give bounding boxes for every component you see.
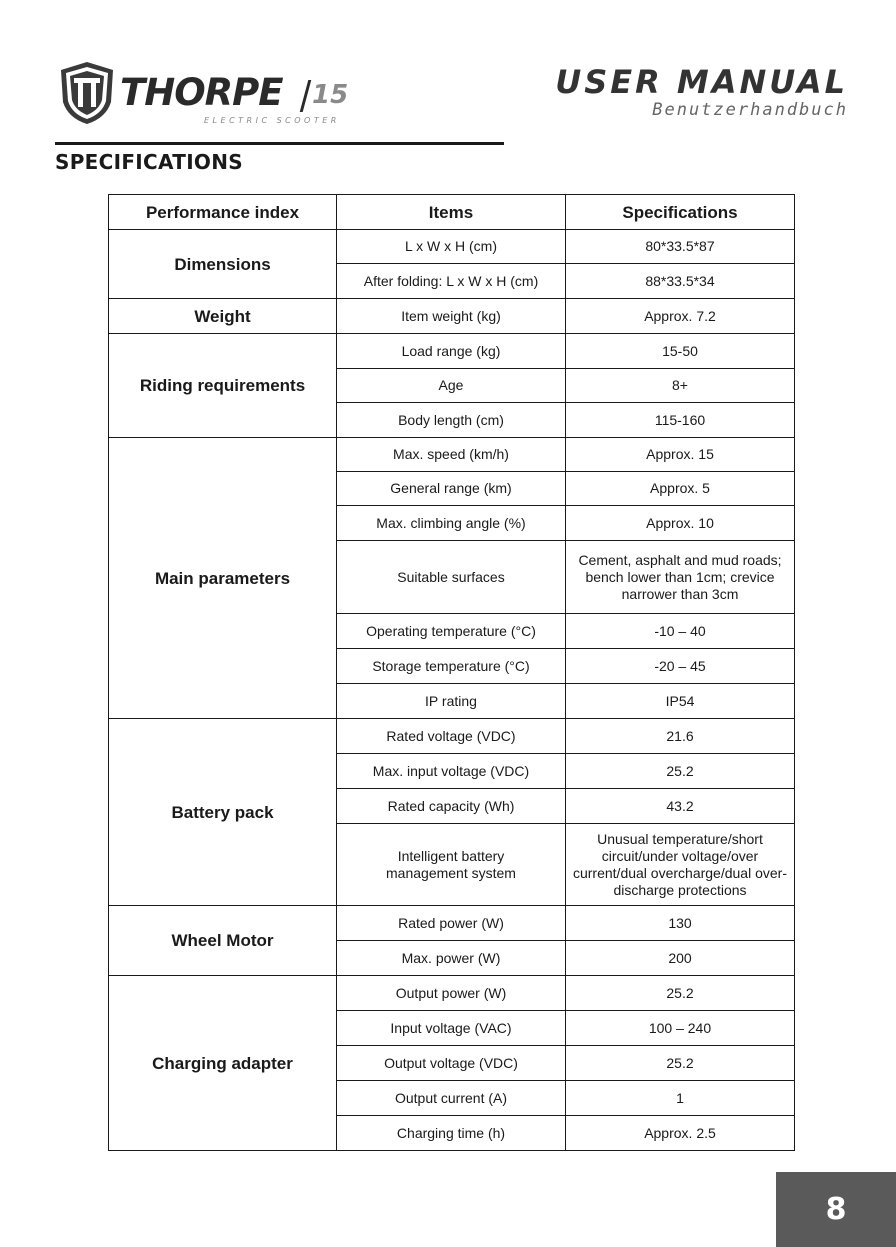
spec-cell: 8+ — [566, 369, 795, 403]
table-row — [109, 906, 795, 941]
spec-cell: Approx. 7.2 — [566, 299, 795, 334]
table-row — [109, 230, 795, 264]
table-row — [109, 438, 795, 472]
item-cell: Load range (kg) — [337, 334, 566, 369]
spec-cell: -10 – 40 — [566, 614, 795, 649]
item-cell: Rated capacity (Wh) — [337, 789, 566, 824]
category-riding-requirements: Riding requirements — [109, 334, 337, 438]
spec-cell: Approx. 2.5 — [566, 1116, 795, 1151]
table-row — [109, 299, 795, 334]
item-cell: L x W x H (cm) — [337, 230, 566, 264]
brand-separator — [300, 80, 312, 112]
section-title: SPECIFICATIONS — [55, 150, 243, 174]
category-wheel-motor: Wheel Motor — [109, 906, 337, 976]
category-weight: Weight — [109, 299, 337, 334]
brand-logo — [56, 60, 356, 130]
item-cell: Rated power (W) — [337, 906, 566, 941]
item-cell: Intelligent battery management system — [337, 824, 566, 906]
category-dimensions: Dimensions — [109, 230, 337, 299]
spec-cell: 200 — [566, 941, 795, 976]
spec-cell: Unusual temperature/short circuit/under voltage/over current/dual overcharge/dual over-discharge protections — [566, 824, 795, 906]
spec-cell: Approx. 5 — [566, 472, 795, 506]
table-row — [109, 719, 795, 754]
spec-cell: 25.2 — [566, 1046, 795, 1081]
spec-cell: Approx. 10 — [566, 506, 795, 541]
thorpe-shield-icon — [56, 60, 118, 126]
item-cell: Max. climbing angle (%) — [337, 506, 566, 541]
specifications-table — [108, 194, 795, 1151]
item-cell: Max. speed (km/h) — [337, 438, 566, 472]
spec-cell: 15-50 — [566, 334, 795, 369]
spec-cell: 100 – 240 — [566, 1011, 795, 1046]
item-cell: Storage temperature (°C) — [337, 649, 566, 684]
spec-cell: Approx. 15 — [566, 438, 795, 472]
spec-cell: 130 — [566, 906, 795, 941]
table-row — [109, 334, 795, 369]
brand-name: THORPE — [120, 71, 283, 114]
spec-cell: 115-160 — [566, 403, 795, 438]
manual-title: USER MANUAL — [555, 63, 848, 101]
item-cell: After folding: L x W x H (cm) — [337, 264, 566, 299]
category-main-parameters: Main parameters — [109, 438, 337, 719]
item-cell: General range (km) — [337, 472, 566, 506]
header-performance-index: Performance index — [109, 195, 337, 230]
table-header-row — [109, 195, 795, 230]
category-charging-adapter: Charging adapter — [109, 976, 337, 1151]
spec-cell: -20 – 45 — [566, 649, 795, 684]
item-cell: Output power (W) — [337, 976, 566, 1011]
spec-cell: 25.2 — [566, 754, 795, 789]
spec-cell: 43.2 — [566, 789, 795, 824]
table-row — [109, 976, 795, 1011]
header-specifications: Specifications — [566, 195, 795, 230]
item-cell: Age — [337, 369, 566, 403]
spec-cell: IP54 — [566, 684, 795, 719]
item-cell: IP rating — [337, 684, 566, 719]
spec-cell: 21.6 — [566, 719, 795, 754]
item-cell: Max. input voltage (VDC) — [337, 754, 566, 789]
item-cell: Body length (cm) — [337, 403, 566, 438]
title-rule — [55, 142, 504, 145]
item-cell: Output current (A) — [337, 1081, 566, 1116]
spec-cell: 88*33.5*34 — [566, 264, 795, 299]
brand-model: 15 — [312, 80, 349, 110]
manual-subtitle: Benutzerhandbuch — [652, 100, 848, 120]
item-cell: Input voltage (VAC) — [337, 1011, 566, 1046]
spec-cell: 80*33.5*87 — [566, 230, 795, 264]
page-number: 8 — [776, 1172, 896, 1247]
item-cell: Rated voltage (VDC) — [337, 719, 566, 754]
item-cell: Operating temperature (°C) — [337, 614, 566, 649]
spec-cell: 1 — [566, 1081, 795, 1116]
item-cell: Suitable surfaces — [337, 541, 566, 614]
spec-cell: Cement, asphalt and mud roads; bench lower than 1cm; crevice narrower than 3cm — [566, 541, 795, 614]
header-items: Items — [337, 195, 566, 230]
brand-tagline: ELECTRIC SCOOTER — [204, 116, 340, 125]
item-cell: Charging time (h) — [337, 1116, 566, 1151]
item-cell: Item weight (kg) — [337, 299, 566, 334]
spec-cell: 25.2 — [566, 976, 795, 1011]
category-battery-pack: Battery pack — [109, 719, 337, 906]
item-cell: Output voltage (VDC) — [337, 1046, 566, 1081]
item-cell: Max. power (W) — [337, 941, 566, 976]
